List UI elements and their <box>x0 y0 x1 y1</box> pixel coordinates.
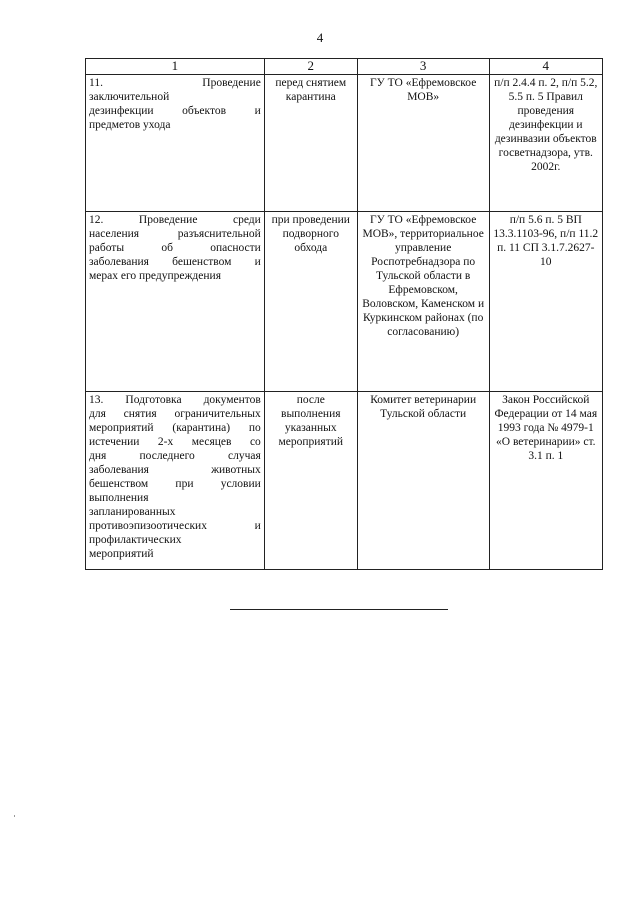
measure-responsible: ГУ ТО «Ефремовское МОВ» <box>357 75 489 212</box>
text-line: мероприятий (карантина) по <box>89 422 261 434</box>
text-line: заключительной <box>89 91 170 103</box>
measure-legal-basis: п/п 5.6 п. 5 ВП 13.3.1103-96, п/п 11.2 п. 11 СП 3.1.7.2627-10 <box>489 212 602 392</box>
text-line: работы об опасности <box>89 242 261 254</box>
measure-timing: после выполнения указанных мероприятий <box>264 392 357 570</box>
measure-description <box>86 212 265 392</box>
text-line: мероприятий <box>89 548 154 560</box>
text-line: противоэпизоотических и <box>89 520 261 532</box>
measure-timing: при проведении подворного обхода <box>264 212 357 392</box>
text-line: бешенством при условии <box>89 478 261 490</box>
measure-description <box>86 392 265 570</box>
column-header-2: 2 <box>264 59 357 75</box>
text-line: мерах его предупреждения <box>89 270 221 282</box>
text-line: 12. Проведение среди <box>89 214 261 226</box>
measures-table <box>85 58 603 570</box>
text-line: предметов ухода <box>89 119 171 131</box>
table-row <box>86 75 603 212</box>
table-row <box>86 212 603 392</box>
measure-legal-basis: Закон Российской Федерации от 14 мая 1993 года № 4979-1 «О ветеринарии» ст. 3.1 п. 1 <box>489 392 602 570</box>
measure-description <box>86 75 265 212</box>
text-line: для снятия ограничительных <box>89 408 261 420</box>
text-line: дезинфекции объектов и <box>89 105 261 117</box>
measure-responsible: ГУ ТО «Ефремовское МОВ», территориальное управление Роспотребнадзора по Тульской области в Ефремовском, Воловском, Каменском и Куркинском районах (по согласованию) <box>357 212 489 392</box>
text-line: населения разъяснительной <box>89 228 261 240</box>
text-line: заболевания бешенством и <box>89 256 261 268</box>
measure-legal-basis: п/п 2.4.4 п. 2, п/п 5.2, 5.5 п. 5 Правил проведения дезинфекции и дезинвазии объектов госветнадзора, утв. 2002г. <box>489 75 602 212</box>
text-line: 13. Подготовка документов <box>89 394 261 406</box>
scan-speck <box>14 815 15 817</box>
text-line: заболевания животных <box>89 464 261 476</box>
text-line: истечении 2-х месяцев со <box>89 436 261 448</box>
text-line: выполнения <box>89 492 149 504</box>
column-header-4: 4 <box>489 59 602 75</box>
text-line: профилактических <box>89 534 182 546</box>
text-line: запланированных <box>89 506 176 518</box>
text-line: 11. Проведение <box>89 77 261 89</box>
table-header-row <box>86 59 603 75</box>
table-row <box>86 392 603 570</box>
closing-rule-divider <box>230 609 448 610</box>
column-header-3: 3 <box>357 59 489 75</box>
column-header-1: 1 <box>86 59 265 75</box>
measure-timing: перед снятием карантина <box>264 75 357 212</box>
page-number: 4 <box>316 30 324 45</box>
text-line: дня последнего случая <box>89 450 261 462</box>
measure-responsible: Комитет ветеринарии Тульской области <box>357 392 489 570</box>
